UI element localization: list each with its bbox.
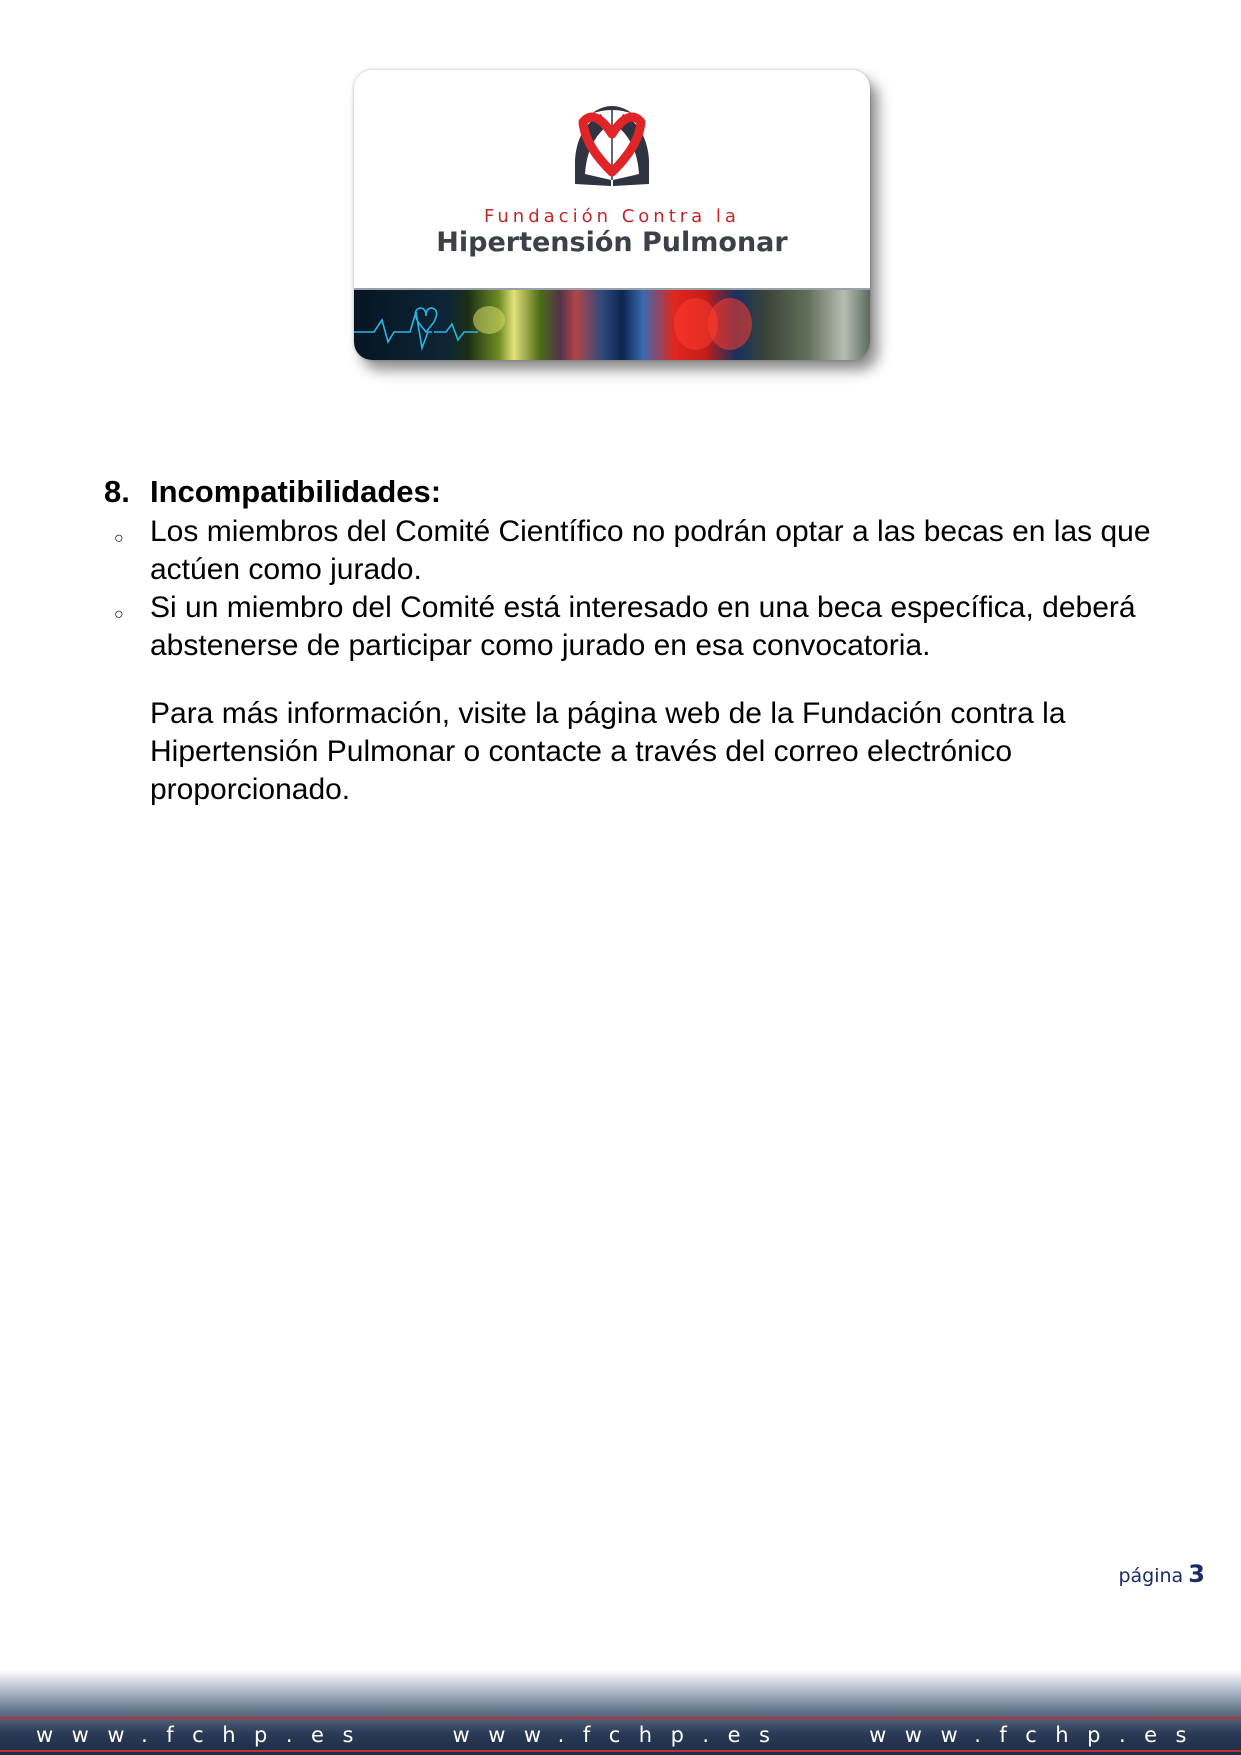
page-number-label: página — [1118, 1565, 1184, 1587]
logo-text-foundation: Fundación Contra la — [484, 206, 740, 227]
page-number — [1118, 1560, 1205, 1588]
lungs-heart-emblem-icon — [561, 100, 663, 190]
section-title: Incompatibilidades: — [150, 474, 442, 509]
footer-stripe — [0, 1750, 1241, 1752]
footer-urls — [0, 1722, 1241, 1748]
foundation-logo — [354, 70, 870, 360]
page-number-value: 3 — [1188, 1560, 1205, 1588]
section-heading — [104, 473, 441, 511]
ecg-heart-line-icon — [354, 290, 870, 360]
list-item: Los miembros del Comité Científico no podrán optar a las becas en las que actúen como jurado. — [150, 515, 1151, 586]
info-paragraph: Para más información, visite la página web de la Fundación contra la Hipertensión Pulmonar o contacte a través del correo electrónico proporcionado. — [150, 697, 1066, 806]
footer-url[interactable]: www.fchp.es — [869, 1723, 1205, 1747]
section-number: 8. — [104, 474, 130, 509]
footer-url[interactable]: www.fchp.es — [36, 1723, 372, 1747]
footer-stripe — [0, 1717, 1241, 1719]
page-footer — [0, 1670, 1241, 1755]
list-item: Si un miembro del Comité está interesado en una beca específica, deberá abstenerse de participar como jurado en esa convocatoria. — [150, 591, 1136, 662]
logo-text-hypertension: Hipertensión Pulmonar — [436, 227, 788, 258]
logo-image-strip — [354, 288, 870, 360]
footer-url[interactable]: www.fchp.es — [452, 1723, 789, 1747]
bullet-marker: ○ — [114, 606, 124, 623]
bullet-marker: ○ — [114, 530, 124, 547]
